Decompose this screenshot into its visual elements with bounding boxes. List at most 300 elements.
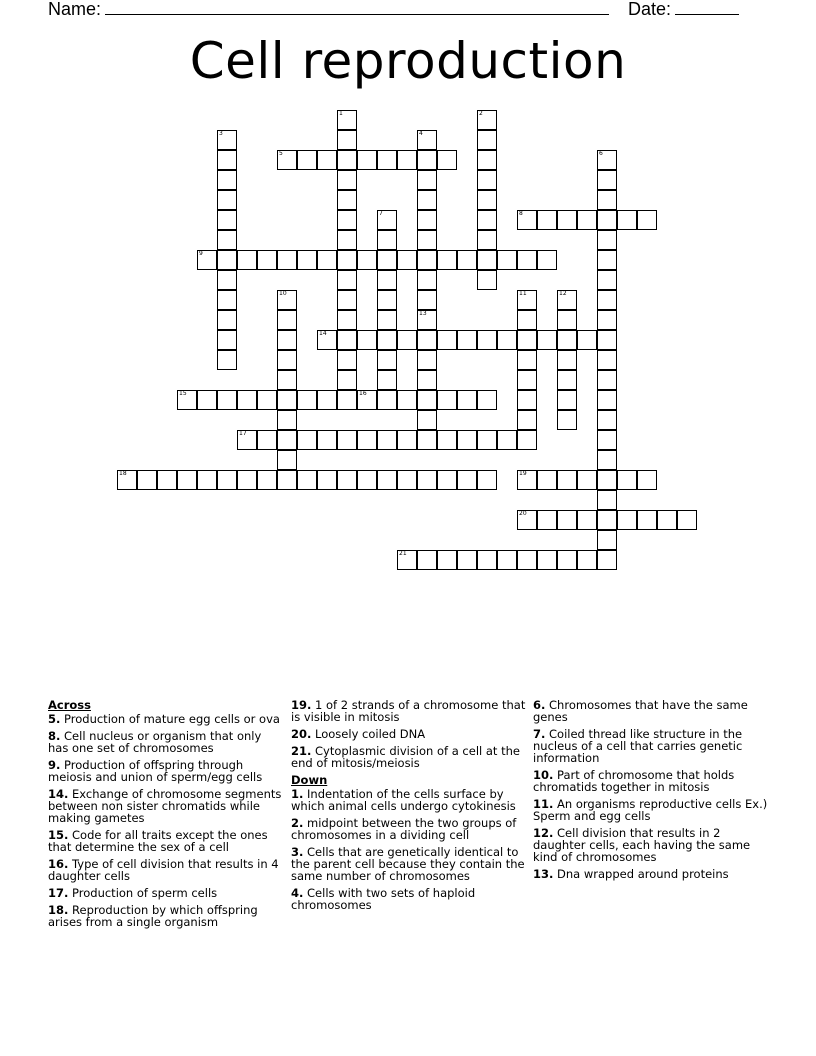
- crossword-cell[interactable]: [197, 470, 217, 490]
- crossword-cell[interactable]: [417, 390, 437, 410]
- crossword-cell[interactable]: [177, 390, 197, 410]
- clue-item: [291, 846, 527, 882]
- crossword-cell[interactable]: [537, 550, 557, 570]
- crossword-cell[interactable]: [557, 290, 577, 310]
- crossword-cell[interactable]: [397, 150, 417, 170]
- crossword-cell[interactable]: [597, 430, 617, 450]
- crossword-cell[interactable]: [437, 250, 457, 270]
- clue-item-text: Production of sperm cells: [68, 886, 218, 900]
- clue-item-text: Coiled thread like structure in the nucleus of a cell that carries genetic information: [533, 727, 743, 765]
- crossword-cell[interactable]: [417, 370, 437, 390]
- crossword-cell[interactable]: [517, 210, 537, 230]
- crossword-cell[interactable]: [477, 550, 497, 570]
- crossword-cell[interactable]: [597, 530, 617, 550]
- crossword-cell[interactable]: [377, 250, 397, 270]
- clue-item: [533, 769, 769, 793]
- crossword-cell[interactable]: [437, 470, 457, 490]
- clue-item: [291, 788, 527, 812]
- clues-column-1: [48, 699, 284, 933]
- crossword-cell[interactable]: [517, 330, 537, 350]
- clue-number: 18: [119, 470, 127, 477]
- crossword-cell[interactable]: [557, 370, 577, 390]
- clue-number: 13: [419, 310, 427, 317]
- crossword-cell[interactable]: [217, 330, 237, 350]
- crossword-cell[interactable]: [657, 510, 677, 530]
- crossword-cell[interactable]: [557, 210, 577, 230]
- clues-column-2: [291, 699, 527, 916]
- crossword-cell[interactable]: [217, 270, 237, 290]
- crossword-cell[interactable]: [217, 310, 237, 330]
- crossword-cell[interactable]: [497, 330, 517, 350]
- crossword-cell[interactable]: [337, 150, 357, 170]
- clue-item-number: 1.: [291, 787, 304, 801]
- crossword-cell[interactable]: [217, 130, 237, 150]
- crossword-cell[interactable]: [337, 470, 357, 490]
- clue-number: 12: [559, 290, 567, 297]
- crossword-cell[interactable]: [197, 250, 217, 270]
- crossword-cell[interactable]: [317, 430, 337, 450]
- crossword-cell[interactable]: [337, 210, 357, 230]
- crossword-cell[interactable]: [417, 130, 437, 150]
- crossword-cell[interactable]: [337, 190, 357, 210]
- crossword-cell[interactable]: [557, 390, 577, 410]
- crossword-cell[interactable]: [417, 430, 437, 450]
- crossword-cell[interactable]: [417, 330, 437, 350]
- clue-item-number: 17.: [48, 886, 69, 900]
- crossword-cell[interactable]: [337, 270, 357, 290]
- clue-number: 6: [599, 150, 603, 157]
- crossword-cell[interactable]: [477, 230, 497, 250]
- crossword-cell[interactable]: [257, 430, 277, 450]
- crossword-cell[interactable]: [377, 390, 397, 410]
- crossword-cell[interactable]: [297, 250, 317, 270]
- crossword-cell[interactable]: [517, 250, 537, 270]
- clue-item-number: 4.: [291, 886, 304, 900]
- crossword-cell[interactable]: [457, 430, 477, 450]
- clue-number: 20: [519, 510, 527, 517]
- crossword-cell[interactable]: [457, 250, 477, 270]
- crossword-cell[interactable]: [417, 550, 437, 570]
- clue-item-number: 10.: [533, 768, 554, 782]
- crossword-cell[interactable]: [297, 150, 317, 170]
- crossword-cell[interactable]: [277, 370, 297, 390]
- clue-section-heading: Across: [48, 698, 91, 712]
- clue-item-number: 2.: [291, 816, 304, 830]
- clue-item-text: Type of cell division that results in 4 daughter cells: [48, 857, 279, 883]
- crossword-cell[interactable]: [257, 390, 277, 410]
- clue-item: [533, 728, 769, 764]
- clue-item-number: 20.: [291, 727, 312, 741]
- crossword-cell[interactable]: [517, 390, 537, 410]
- crossword-cell[interactable]: [597, 190, 617, 210]
- crossword-cell[interactable]: [437, 150, 457, 170]
- crossword-cell[interactable]: [237, 430, 257, 450]
- crossword-cell[interactable]: [337, 290, 357, 310]
- crossword-cell[interactable]: [477, 110, 497, 130]
- crossword-cell[interactable]: [217, 210, 237, 230]
- crossword-cell[interactable]: [277, 470, 297, 490]
- clue-item: [533, 798, 769, 822]
- clue-item-number: 6.: [533, 698, 546, 712]
- crossword-cell[interactable]: [477, 130, 497, 150]
- crossword-cell[interactable]: [437, 330, 457, 350]
- clue-item: [533, 868, 769, 880]
- crossword-cell[interactable]: [597, 410, 617, 430]
- crossword-cell[interactable]: [357, 390, 377, 410]
- clue-item: [533, 699, 769, 723]
- crossword-cell[interactable]: [337, 310, 357, 330]
- crossword-cell[interactable]: [417, 350, 437, 370]
- crossword-cell[interactable]: [277, 330, 297, 350]
- crossword-cell[interactable]: [217, 390, 237, 410]
- crossword-cell[interactable]: [597, 450, 617, 470]
- crossword-cell[interactable]: [437, 430, 457, 450]
- crossword-cell[interactable]: [377, 210, 397, 230]
- crossword-cell[interactable]: [497, 550, 517, 570]
- clue-number: 10: [279, 290, 287, 297]
- crossword-cell[interactable]: [637, 470, 657, 490]
- clue-number: 9: [199, 250, 203, 257]
- crossword-cell[interactable]: [217, 150, 237, 170]
- clue-number: 11: [519, 290, 527, 297]
- crossword-cell[interactable]: [477, 210, 497, 230]
- clue-section-heading: Down: [291, 773, 328, 787]
- crossword-cell[interactable]: [417, 190, 437, 210]
- crossword-cell[interactable]: [177, 470, 197, 490]
- crossword-cell[interactable]: [597, 250, 617, 270]
- crossword-cell[interactable]: [277, 430, 297, 450]
- clue-item: [48, 904, 284, 928]
- clue-item-text: An organisms reproductive cells Ex.) Sperm and egg cells: [533, 797, 768, 823]
- crossword-cell[interactable]: [217, 170, 237, 190]
- crossword-cell[interactable]: [157, 470, 177, 490]
- crossword-cell[interactable]: [217, 250, 237, 270]
- crossword-cell[interactable]: [377, 290, 397, 310]
- crossword-cell[interactable]: [277, 450, 297, 470]
- crossword-cell[interactable]: [437, 390, 457, 410]
- clue-item-number: 12.: [533, 826, 554, 840]
- clue-item-text: Dna wrapped around proteins: [553, 867, 729, 881]
- crossword-cell[interactable]: [517, 430, 537, 450]
- crossword-cell[interactable]: [597, 210, 617, 230]
- crossword-cell[interactable]: [237, 470, 257, 490]
- clue-item-text: Reproduction by which offspring arises from a single organism: [48, 903, 258, 929]
- clue-item: [48, 788, 284, 824]
- crossword-cell[interactable]: [577, 210, 597, 230]
- clue-item: [48, 759, 284, 783]
- clue-number: 1: [339, 110, 343, 117]
- crossword-cell[interactable]: [217, 190, 237, 210]
- crossword-cell[interactable]: [597, 350, 617, 370]
- clue-item-text: Cytoplasmic division of a cell at the end of mitosis/meiosis: [291, 744, 520, 770]
- crossword-cell[interactable]: [217, 350, 237, 370]
- crossword-cell[interactable]: [197, 390, 217, 410]
- crossword-cell[interactable]: [477, 250, 497, 270]
- crossword-cell[interactable]: [317, 150, 337, 170]
- crossword-cell[interactable]: [277, 250, 297, 270]
- crossword-cell[interactable]: [377, 330, 397, 350]
- crossword-cell[interactable]: [597, 470, 617, 490]
- clue-item-number: 16.: [48, 857, 69, 871]
- crossword-cell[interactable]: [397, 390, 417, 410]
- crossword-cell[interactable]: [577, 550, 597, 570]
- clue-item: [48, 858, 284, 882]
- clue-item-number: 8.: [48, 729, 61, 743]
- crossword-cell[interactable]: [577, 330, 597, 350]
- crossword-cell[interactable]: [377, 350, 397, 370]
- crossword-cell[interactable]: [617, 210, 637, 230]
- clue-item-text: Exchange of chromosome segments between non sister chromatids while making gametes: [48, 787, 282, 825]
- clue-item-text: Cell division that results in 2 daughter cells, each having the same kind of chromosomes: [533, 826, 751, 864]
- clue-item-number: 11.: [533, 797, 554, 811]
- clue-number: 17: [239, 430, 247, 437]
- crossword-cell[interactable]: [397, 430, 417, 450]
- crossword-cell[interactable]: [297, 470, 317, 490]
- crossword-cell[interactable]: [577, 510, 597, 530]
- clue-number: 5: [279, 150, 283, 157]
- crossword-cell[interactable]: [417, 230, 437, 250]
- page-title: Cell reproduction: [189, 32, 627, 90]
- crossword-cell[interactable]: [517, 410, 537, 430]
- crossword-cell[interactable]: [337, 430, 357, 450]
- crossword-cell[interactable]: [297, 430, 317, 450]
- clue-number: 8: [519, 210, 523, 217]
- crossword-cell[interactable]: [597, 510, 617, 530]
- crossword-cell[interactable]: [537, 330, 557, 350]
- crossword-cell[interactable]: [417, 210, 437, 230]
- crossword-cell[interactable]: [417, 250, 437, 270]
- crossword-cell[interactable]: [597, 150, 617, 170]
- crossword-cell[interactable]: [337, 130, 357, 150]
- crossword-cell[interactable]: [577, 470, 597, 490]
- crossword-cell[interactable]: [477, 430, 497, 450]
- crossword-cell[interactable]: [337, 110, 357, 130]
- date-label: Date:: [628, 0, 672, 19]
- clue-number: 16: [359, 390, 367, 397]
- crossword-cell[interactable]: [317, 390, 337, 410]
- crossword-cell[interactable]: [357, 470, 377, 490]
- clue-item-text: Loosely coiled DNA: [311, 727, 426, 741]
- clue-item: [291, 728, 527, 740]
- crossword-cell[interactable]: [417, 310, 437, 330]
- crossword-cell[interactable]: [597, 390, 617, 410]
- crossword-cell[interactable]: [497, 430, 517, 450]
- clue-item: [48, 730, 284, 754]
- crossword-cell[interactable]: [437, 550, 457, 570]
- clue-item-number: 21.: [291, 744, 312, 758]
- clue-item-number: 9.: [48, 758, 61, 772]
- clue-item-text: Code for all traits except the ones that determine the sex of a cell: [48, 828, 268, 854]
- crossword-cell[interactable]: [137, 470, 157, 490]
- crossword-cell[interactable]: [417, 290, 437, 310]
- crossword-cell[interactable]: [517, 550, 537, 570]
- crossword-cell[interactable]: [557, 470, 577, 490]
- crossword-cell[interactable]: [477, 190, 497, 210]
- crossword-cell[interactable]: [597, 310, 617, 330]
- crossword-cell[interactable]: [537, 210, 557, 230]
- crossword-cell[interactable]: [297, 390, 317, 410]
- crossword-cell[interactable]: [557, 510, 577, 530]
- crossword-cell[interactable]: [357, 150, 377, 170]
- crossword-cell[interactable]: [417, 150, 437, 170]
- crossword-cell[interactable]: [257, 470, 277, 490]
- crossword-cell[interactable]: [557, 410, 577, 430]
- crossword-cell[interactable]: [257, 250, 277, 270]
- crossword-cell[interactable]: [277, 310, 297, 330]
- crossword-cell[interactable]: [217, 230, 237, 250]
- crossword-cell[interactable]: [557, 310, 577, 330]
- crossword-cell[interactable]: [337, 230, 357, 250]
- clue-number: 19: [519, 470, 527, 477]
- crossword-cell[interactable]: [377, 470, 397, 490]
- crossword-cell[interactable]: [517, 290, 537, 310]
- crossword-cell[interactable]: [337, 370, 357, 390]
- crossword-cell[interactable]: [277, 410, 297, 430]
- name-label: Name:: [48, 0, 102, 19]
- crossword-cell[interactable]: [597, 370, 617, 390]
- crossword-cell[interactable]: [597, 490, 617, 510]
- clue-item-text: Indentation of the cells surface by which animal cells undergo cytokinesis: [291, 787, 516, 813]
- clue-number: 2: [479, 110, 483, 117]
- crossword-cell[interactable]: [457, 470, 477, 490]
- crossword-cell[interactable]: [477, 470, 497, 490]
- crossword-cell[interactable]: [357, 430, 377, 450]
- clue-number: 7: [379, 210, 383, 217]
- crossword-cell[interactable]: [537, 470, 557, 490]
- crossword-cell[interactable]: [597, 270, 617, 290]
- crossword-cell[interactable]: [237, 250, 257, 270]
- clue-item-text: Chromosomes that have the same genes: [533, 698, 748, 724]
- crossword-cell[interactable]: [397, 250, 417, 270]
- crossword-cell[interactable]: [277, 390, 297, 410]
- clue-item: [291, 887, 527, 911]
- crossword-cell[interactable]: [597, 550, 617, 570]
- crossword-cell[interactable]: [397, 550, 417, 570]
- crossword-cell[interactable]: [597, 170, 617, 190]
- crossword-cell[interactable]: [457, 330, 477, 350]
- clue-item-text: Part of chromosome that holds chromatids together in mitosis: [533, 768, 735, 794]
- crossword-cell[interactable]: [557, 330, 577, 350]
- crossword-cell[interactable]: [677, 510, 697, 530]
- clue-item-number: 13.: [533, 867, 554, 881]
- crossword-cell[interactable]: [597, 290, 617, 310]
- crossword-cell[interactable]: [317, 250, 337, 270]
- clue-item-text: Production of offspring through meiosis and union of sperm/egg cells: [48, 758, 263, 784]
- crossword-cell[interactable]: [337, 390, 357, 410]
- crossword-cell[interactable]: [417, 410, 437, 430]
- crossword-cell[interactable]: [217, 470, 237, 490]
- crossword-cell[interactable]: [477, 170, 497, 190]
- clue-item-number: 3.: [291, 845, 304, 859]
- crossword-cell[interactable]: [517, 370, 537, 390]
- clue-item: [533, 827, 769, 863]
- clue-item: [291, 745, 527, 769]
- crossword-cell[interactable]: [337, 250, 357, 270]
- clue-item: [48, 829, 284, 853]
- clue-item-number: 18.: [48, 903, 69, 917]
- crossword-cell[interactable]: [317, 470, 337, 490]
- crossword-cell[interactable]: [357, 330, 377, 350]
- crossword-cell[interactable]: [377, 150, 397, 170]
- clue-item-number: 7.: [533, 727, 546, 741]
- crossword-cell[interactable]: [517, 510, 537, 530]
- clue-item-number: 19.: [291, 698, 312, 712]
- clue-number: 15: [179, 390, 187, 397]
- crossword-cell[interactable]: [277, 290, 297, 310]
- crossword-cell[interactable]: [537, 250, 557, 270]
- crossword-cell[interactable]: [397, 470, 417, 490]
- crossword-cell[interactable]: [557, 350, 577, 370]
- crossword-cell[interactable]: [417, 270, 437, 290]
- clue-item-text: midpoint between the two groups of chromosomes in a dividing cell: [291, 816, 517, 842]
- crossword-cell[interactable]: [477, 330, 497, 350]
- clue-item: [291, 699, 527, 723]
- clue-number: 4: [419, 130, 423, 137]
- clue-number: 14: [319, 330, 327, 337]
- crossword-cell[interactable]: [117, 470, 137, 490]
- crossword-cell[interactable]: [517, 310, 537, 330]
- clue-item-text: Cell nucleus or organism that only has one set of chromosomes: [48, 729, 262, 755]
- crossword-cell[interactable]: [457, 390, 477, 410]
- clue-number: 21: [399, 550, 407, 557]
- crossword-cell[interactable]: [337, 350, 357, 370]
- clues-column-3: [533, 699, 769, 885]
- crossword-cell[interactable]: [517, 350, 537, 370]
- crossword-cell[interactable]: [477, 150, 497, 170]
- crossword-cell[interactable]: [337, 170, 357, 190]
- crossword-cell[interactable]: [377, 230, 397, 250]
- crossword-cell[interactable]: [617, 470, 637, 490]
- clue-item: [48, 887, 284, 899]
- crossword-cell[interactable]: [237, 390, 257, 410]
- crossword-cell[interactable]: [517, 470, 537, 490]
- crossword-cell[interactable]: [357, 250, 377, 270]
- crossword-cell[interactable]: [477, 270, 497, 290]
- crossword-cell[interactable]: [277, 350, 297, 370]
- clue-item-number: 15.: [48, 828, 69, 842]
- crossword-cell[interactable]: [637, 510, 657, 530]
- clue-item-text: 1 of 2 strands of a chromosome that is visible in mitosis: [291, 698, 526, 724]
- clue-item-text: Cells that are genetically identical to the parent cell because they contain the same number of chromosomes: [291, 845, 525, 883]
- clue-item: [291, 817, 527, 841]
- crossword-cell[interactable]: [417, 170, 437, 190]
- crossword-cell[interactable]: [477, 390, 497, 410]
- crossword-cell[interactable]: [377, 270, 397, 290]
- crossword-cell[interactable]: [317, 330, 337, 350]
- crossword-cell[interactable]: [377, 430, 397, 450]
- crossword-cell[interactable]: [597, 330, 617, 350]
- crossword-cell[interactable]: [217, 290, 237, 310]
- crossword-cell[interactable]: [537, 510, 557, 530]
- crossword-cell[interactable]: [417, 470, 437, 490]
- clue-item-text: Production of mature egg cells or ova: [60, 712, 280, 726]
- clue-item: [48, 713, 284, 725]
- crossword-cell[interactable]: [497, 250, 517, 270]
- crossword-cell[interactable]: [397, 330, 417, 350]
- crossword-cell[interactable]: [377, 310, 397, 330]
- crossword-cell[interactable]: [457, 550, 477, 570]
- crossword-cell[interactable]: [277, 150, 297, 170]
- crossword-cell[interactable]: [617, 510, 637, 530]
- crossword-cell[interactable]: [557, 550, 577, 570]
- crossword-cell[interactable]: [337, 330, 357, 350]
- crossword-cell[interactable]: [377, 370, 397, 390]
- clue-item-number: 5.: [48, 712, 61, 726]
- clue-item-text: Cells with two sets of haploid chromosomes: [291, 886, 476, 912]
- crossword-cell[interactable]: [597, 230, 617, 250]
- clue-item-number: 14.: [48, 787, 69, 801]
- crossword-cell[interactable]: [637, 210, 657, 230]
